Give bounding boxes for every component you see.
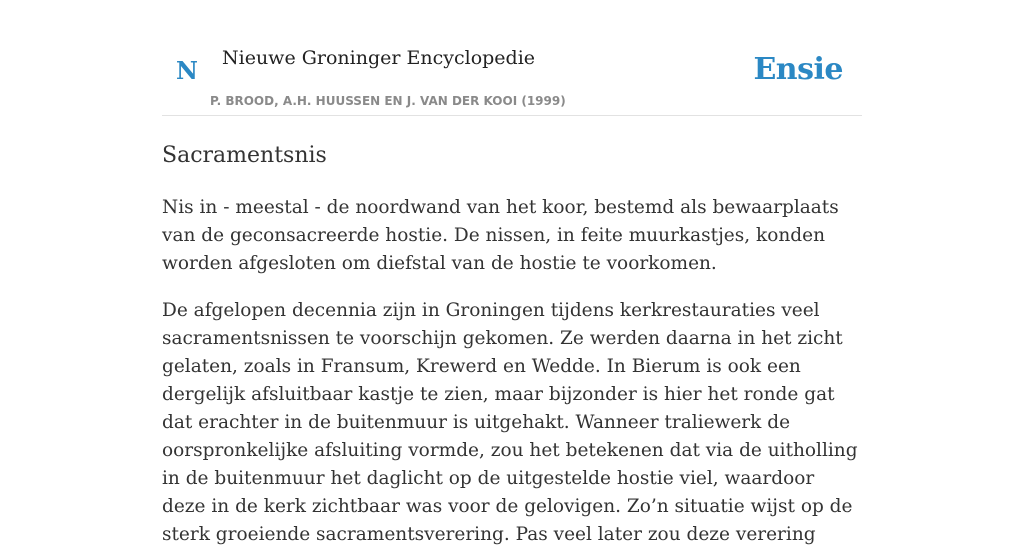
page (162, 0, 862, 549)
source-header (162, 0, 862, 116)
entry-paragraph: De afgelopen decennia zijn in Groningen tijdens kerkrestauraties veel sacramentsnissen te voorschijn gekomen. Ze werden daarna in het zicht gelaten, zoals in Fransum, Krewerd en Wedde. In Bierum is ook een dergelijk afsluitbaar kastje te zien, maar bijzonder is hier het ronde gat dat erachter in de buitenmuur is uitgehakt. Wanneer traliewerk de oorspronkelijke afsluiting vormde, zou het betekenen dat via de uitholling in de buitenmuur het daglicht op de uitgestelde hostie viel, waardoor deze in de kerk zichtbaar was voor de gelovigen. Zo’n situatie wijst op de sterk groeiende sacramentsverering. Pas veel later zou deze verering (162, 300, 858, 545)
entry-title: Sacramentsnis (162, 143, 327, 168)
entry-paragraph: Nis in - meestal - de noordwand van het koor, bestemd als bewaarplaats van de geconsacreerde hostie. De nissen, in feite muurkastjes, konden worden afgesloten om diefstal van de hostie te voorkomen. (162, 197, 839, 274)
source-authors: P. BROOD, A.H. HUUSSEN EN J. VAN DER KOOI (1999) (210, 94, 566, 108)
source-book-title[interactable]: Nieuwe Groninger Encyclopedie (222, 47, 536, 69)
ensie-logo[interactable]: Ensie (753, 52, 843, 87)
source-logo-icon[interactable]: N (176, 56, 198, 85)
